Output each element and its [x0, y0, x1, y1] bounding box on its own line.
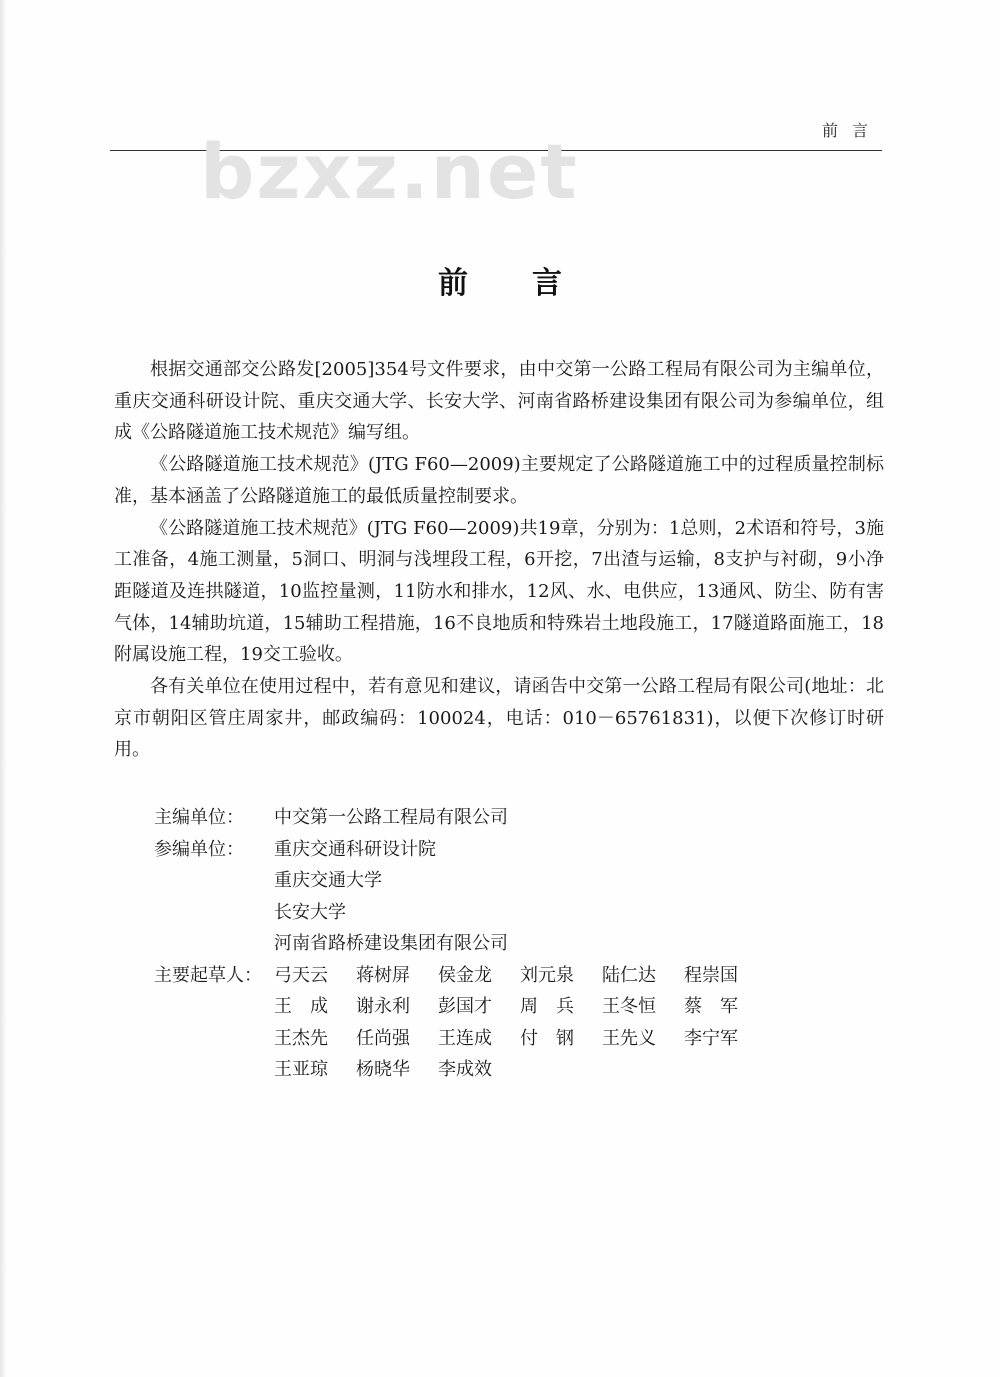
chief-editor-row — [154, 802, 854, 834]
drafter-name: 程崇国 — [684, 964, 738, 986]
drafter-name: 弓天云 — [274, 964, 328, 986]
drafter-names — [274, 960, 854, 1086]
drafter-name: 王连成 — [438, 1027, 492, 1049]
drafter-name: 谢永利 — [356, 996, 410, 1017]
drafters-label: 主要起草人： — [154, 964, 262, 986]
drafter-name: 付 钢 — [520, 1027, 574, 1049]
drafter-name: 任尚强 — [356, 1027, 410, 1049]
drafter-name: 彭国才 — [438, 996, 492, 1017]
drafter-name: 杨晓华 — [356, 1059, 410, 1080]
editor-unit: 河南省路桥建设集团有限公司 — [274, 933, 508, 954]
drafter-name: 蒋树屏 — [356, 964, 410, 986]
credits-block — [154, 802, 854, 1086]
co-editor-units — [274, 834, 854, 960]
drafter-name: 刘元泉 — [520, 964, 574, 986]
drafter-name: 陆仁达 — [602, 964, 656, 986]
editor-unit: 中交第一公路工程局有限公司 — [274, 807, 508, 828]
editor-unit: 重庆交通大学 — [274, 870, 382, 891]
running-head: 前言 — [821, 121, 882, 140]
paragraph: 根据交通部交公路发[2005]354号文件要求，由中交第一公路工程局有限公司为主编单位，重庆交通科研设计院、重庆交通大学、长安大学、河南省路桥建设集团有限公司为参编单位，组成《公路隧道施工技术规范》编写组。 — [114, 359, 884, 444]
paragraph: 《公路隧道施工技术规范》(JTG F60—2009)共19章，分别为：1总则，2术语和符号，3施工准备，4施工测量，5洞口、明洞与浅埋段工程，6开挖，7出渣与运输，8支护与衬砌，9小净距隧道及连拱隧道，10监控量测，11防水和排水，12风、水、电供应，13通风、防尘、防有害气体，14辅助坑道，15辅助工程措施，16不良地质和特殊岩土地段施工，17隧道路面施工，18附属设施工程，19交工验收。 — [114, 517, 884, 666]
preface-body — [114, 354, 884, 766]
editor-unit: 重庆交通科研设计院 — [274, 838, 436, 860]
paragraph: 各有关单位在使用过程中，若有意见和建议，请函告中交第一公路工程局有限公司(地址：北京市朝阳区管庄周家井，邮政编码：100024，电话：010－65761831)，以便下次修订时研用。 — [114, 676, 884, 761]
co-editors-label: 参编单位： — [154, 838, 244, 860]
co-editors-row — [154, 834, 854, 960]
scan-edge-shadow — [0, 0, 6, 1377]
editor-unit: 长安大学 — [274, 901, 346, 923]
drafter-name: 王亚琼 — [274, 1059, 328, 1080]
drafter-name: 王 成 — [274, 996, 328, 1017]
chief-editor-units — [274, 802, 854, 834]
drafter-name: 王杰先 — [274, 1027, 328, 1049]
paragraph: 《公路隧道施工技术规范》(JTG F60—2009)主要规定了公路隧道施工中的过程质量控制标准，基本涵盖了公路隧道施工的最低质量控制要求。 — [114, 454, 884, 507]
drafters-row — [154, 960, 854, 1086]
page-title: 前言 — [438, 266, 626, 301]
drafter-name: 周 兵 — [520, 996, 574, 1017]
chief-editor-label: 主编单位： — [154, 807, 244, 828]
watermark: bzxz.net — [200, 127, 579, 216]
drafter-name: 王冬恒 — [602, 996, 656, 1017]
drafter-name: 王先义 — [602, 1027, 656, 1049]
drafter-name: 李宁军 — [684, 1027, 738, 1049]
drafter-name: 蔡 军 — [684, 996, 738, 1017]
drafter-name: 侯金龙 — [438, 964, 492, 986]
drafter-name: 李成效 — [438, 1059, 492, 1080]
